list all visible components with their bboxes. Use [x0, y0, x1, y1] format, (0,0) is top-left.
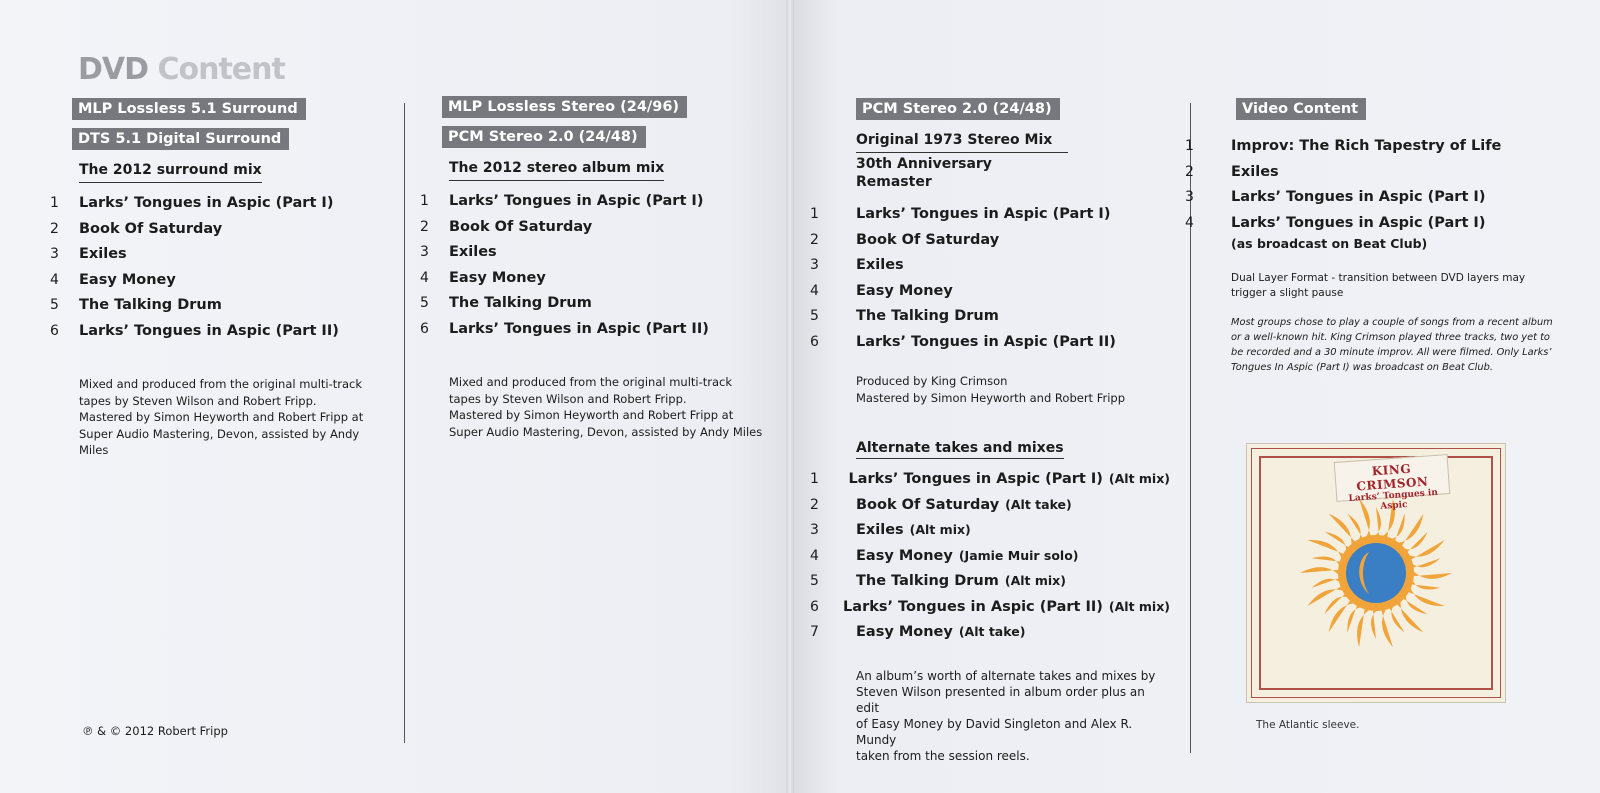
track-item: 5 The Talking Drum — [420, 295, 592, 311]
video-track-list — [1185, 138, 1555, 240]
track-item: 2 Book Of Saturday (Alt take) — [810, 496, 1072, 513]
track-item: 1 Larks’ Tongues in Aspic (Part I) — [420, 193, 704, 209]
track-item: 4 Easy Money — [420, 269, 546, 286]
credits-text: Mixed and produced from the original multi-track tapes by Steven Wilson and Robert Fripp. Mastered by Simon Heyworth and Robert Fripp at Super Audio Mastering, Devon, assisted by Andy Miles — [79, 377, 364, 457]
track-item: 1 Larks’ Tongues in Aspic (Part I) — [810, 206, 1111, 222]
track-item: 7 Easy Money (Alt take) — [810, 624, 1026, 640]
beat-club-note: Most groups chose to play a couple of songs from a recent album or a well-known hit. King Crimson played three tracks, two yet to be recorded and a 30 minute improv. All were filmed. Only Larks’ Tongues In Aspic (Part I) was broadcast on Beat Club. — [1231, 317, 1553, 373]
track-item: 2 Book Of Saturday — [420, 218, 593, 235]
column-divider — [404, 103, 405, 743]
mix-subtitle: The 2012 stereo album mix — [449, 159, 664, 181]
alt-takes-heading: Alternate takes and mixes — [856, 440, 1064, 459]
track-item: 1 Larks’ Tongues in Aspic (Part I) (Alt mix) — [810, 471, 1170, 487]
track-item: 4 Easy Money (Jamie Muir solo) — [810, 547, 1079, 564]
mix-subtitle: The 2012 surround mix — [79, 161, 262, 183]
alt-takes-description: An album’s worth of alternate takes and mixes by Steven Wilson presented in album order plus an edit of Easy Money by David Singleton and Alex R. Mundy taken from the session reels. — [856, 668, 1156, 763]
track-list — [810, 206, 1170, 359]
track-item: 2 Exiles — [1185, 163, 1279, 180]
section-header: MLP Lossless Stereo (24/96) — [442, 96, 687, 118]
track-item: 6 Larks’ Tongues in Aspic (Part II) — [420, 320, 709, 337]
booklet-spine — [786, 0, 794, 793]
mix-subtitle: Original 1973 Stereo Mix — [856, 131, 1068, 153]
sleeve-label: KING CRIMSON Larks’ Tongues in Aspic — [1334, 454, 1451, 502]
stereo-column — [420, 96, 780, 440]
track-item: 2 Book Of Saturday — [50, 220, 223, 237]
dual-layer-note: Dual Layer Format - transition between DVD layers may trigger a slight pause — [1231, 272, 1526, 299]
track-item: 3 Larks’ Tongues in Aspic (Part I) — [1185, 189, 1486, 205]
track-item: 4 Larks’ Tongues in Aspic (Part I) — [1185, 214, 1486, 231]
section-header: DTS 5.1 Digital Surround — [72, 128, 289, 150]
track-item: 5 The Talking Drum — [50, 297, 222, 313]
track-list — [420, 193, 780, 346]
mix-subtitle-2: 30th Anniversary Remaster — [856, 156, 992, 190]
surround-column — [50, 98, 390, 459]
sun-moon-icon — [1299, 496, 1453, 650]
track-item: 1 Improv: The Rich Tapestry of Life — [1185, 138, 1502, 154]
track-item: 1 Larks’ Tongues in Aspic (Part I) — [50, 195, 334, 211]
track-item: 3 Exiles (Alt mix) — [810, 522, 971, 538]
section-header: PCM Stereo 2.0 (24/48) — [856, 98, 1060, 120]
album-sleeve-image — [1246, 443, 1506, 703]
credits-text: Produced by King Crimson Mastered by Simon Heyworth and Robert Fripp — [856, 374, 1126, 405]
track-item: 3 Exiles — [420, 244, 497, 260]
broadcast-note: (as broadcast on Beat Club) — [1231, 236, 1428, 251]
section-header: Video Content — [1236, 98, 1366, 120]
copyright-notice: ℗ & © 2012 Robert Fripp — [82, 724, 228, 738]
track-item: 2 Book Of Saturday — [810, 231, 1000, 248]
section-header: PCM Stereo 2.0 (24/48) — [442, 126, 646, 148]
track-item: 6 Larks’ Tongues in Aspic (Part II) (Alt mix) — [810, 598, 1170, 615]
video-column — [1185, 98, 1555, 375]
track-item: 6 Larks’ Tongues in Aspic (Part II) — [50, 322, 339, 339]
sleeve-caption: The Atlantic sleeve. — [1256, 719, 1360, 731]
track-item: 5 The Talking Drum — [810, 308, 999, 324]
track-item: 5 The Talking Drum (Alt mix) — [810, 573, 1066, 589]
track-item: 3 Exiles — [50, 246, 127, 262]
track-item: 4 Easy Money — [810, 282, 953, 299]
alt-track-list — [810, 471, 1170, 650]
moon-disc — [1346, 543, 1406, 603]
track-item: 6 Larks’ Tongues in Aspic (Part II) — [810, 333, 1116, 350]
original-mix-column — [810, 98, 1170, 764]
track-list — [50, 195, 390, 348]
page-title: DVD Content — [78, 52, 285, 87]
section-header: MLP Lossless 5.1 Surround — [72, 98, 306, 120]
track-item: 4 Easy Money — [50, 271, 176, 288]
track-item: 3 Exiles — [810, 257, 904, 273]
credits-text: Mixed and produced from the original multi-track tapes by Steven Wilson and Robert Fripp. Mastered by Simon Heyworth and Robert Fripp at Super Audio Mastering, Devon, assisted by Andy Miles — [449, 375, 763, 439]
